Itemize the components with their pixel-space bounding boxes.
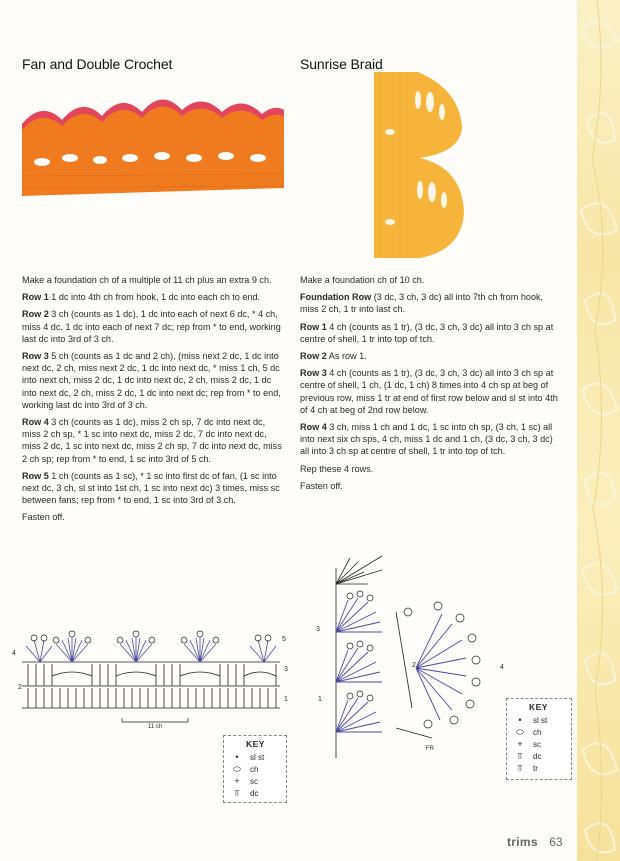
sunrise-fasten: Fasten off.	[300, 480, 343, 491]
section-name: trims	[507, 835, 538, 849]
key-label: sl st	[250, 752, 265, 762]
fan-instructions	[22, 274, 284, 529]
sl-st-symbol: •	[235, 752, 239, 762]
key-label: dc	[533, 751, 542, 761]
fan-intro: Make a foundation ch of a multiple of 11 ch plus an extra 9 ch.	[22, 275, 272, 285]
key-row-tr	[507, 762, 571, 774]
sunrise-instructions	[300, 274, 562, 497]
floral-border	[577, 0, 620, 861]
repeat-label: 11 ch	[148, 724, 163, 730]
key-label: sc	[533, 739, 541, 749]
key-row-dc	[507, 750, 571, 762]
key-row-sl-st	[224, 751, 286, 763]
row-number-3: 3	[284, 666, 288, 673]
key-row-sc	[507, 738, 571, 750]
fan-row-5: Row 5 1 ch (counts as 1 sc), * 1 sc into first dc of fan, (1 sc into next dc, 3 ch, sl st into 1st ch, 1 sc into next dc) 3 times, miss sc between fans; rep from * to end, 1 sc into 3rd of 3 ch.	[22, 470, 280, 506]
key-title: KEY	[529, 702, 548, 712]
row-number-5: 5	[282, 636, 286, 643]
dc-symbol: ⫪	[517, 750, 523, 761]
key-title: KEY	[246, 739, 265, 749]
sunrise-stitch-diagram	[312, 548, 512, 766]
fan-key	[223, 735, 287, 803]
key-label: dc	[250, 788, 259, 798]
row-number-1: 1	[318, 696, 322, 703]
row-number-4: 4	[12, 650, 16, 657]
row-number-3: 3	[316, 626, 320, 633]
row-number-2: 2	[18, 684, 22, 691]
row-number-2: 2	[412, 662, 416, 669]
key-label: ch	[533, 727, 542, 737]
fan-row-1: Row 1 1 dc into 4th ch from hook, 1 dc into each ch to end.	[22, 292, 261, 303]
foundation-label: FR	[426, 746, 434, 752]
key-label: tr	[533, 763, 538, 773]
sc-symbol: +	[517, 739, 523, 749]
fan-row-3: Row 3 5 ch (counts as 1 dc and 2 ch), (miss next 2 dc, 1 dc into next dc, 2 ch, miss next 2 dc, 1 dc into next dc, * miss 1 ch, 5 dc into next ch, miss 2 dc, 1 dc into next dc, 2 ch, miss 2 dc, 1 dc into next dc, 2 ch, miss 2 dc, 1 dc into next dc; rep from * to end, working last dc into 3rd of 3 ch.	[22, 351, 281, 410]
key-row-sl-st	[507, 714, 571, 726]
sc-symbol: +	[234, 776, 240, 786]
tr-symbol: ⫪	[517, 762, 523, 773]
sunrise-foundation-row: Foundation Row (3 dc, 3 ch, 3 dc) all into 7th ch from hook, miss 2 ch, 1 tr into last ch.	[300, 292, 544, 315]
key-row-sc	[224, 775, 286, 787]
fan-edging-photo	[22, 84, 284, 220]
page-number: 63	[549, 835, 563, 849]
fan-fasten: Fasten off.	[22, 512, 65, 523]
fan-stitch-diagram	[12, 620, 297, 740]
key-label: ch	[250, 764, 259, 774]
key-label: sc	[250, 776, 258, 786]
pattern-title-fan: Fan and Double Crochet	[22, 56, 173, 72]
key-label: sl st	[533, 715, 548, 725]
ch-symbol: ⬭	[233, 763, 241, 774]
key-row-ch	[507, 726, 571, 738]
row-number-4: 4	[500, 664, 504, 671]
sunrise-row-2: Row 2 As row 1.	[300, 351, 367, 362]
sunrise-intro: Make a foundation ch of 10 ch.	[300, 275, 425, 285]
sunrise-braid-photo	[368, 72, 468, 258]
row-number-1: 1	[284, 696, 288, 703]
sunrise-row-4: Row 4 3 ch, miss 1 ch and 1 dc, 1 sc into ch sp, (3 ch, 1 sc) all into next six ch sps, 4 ch, miss 1 dc and 1 ch, (3 dc, 3 ch, 3 dc) all into 3 ch sp at centre of shell, 1 tr into top of tch.	[300, 422, 553, 457]
pattern-title-sunrise: Sunrise Braid	[300, 56, 383, 72]
sunrise-repeat: Rep these 4 rows.	[300, 463, 374, 474]
dc-symbol: ⫪	[234, 787, 240, 798]
ch-symbol: ⬭	[516, 726, 524, 737]
sl-st-symbol: •	[518, 715, 522, 725]
sunrise-key	[506, 698, 572, 780]
page-footer	[507, 835, 563, 849]
key-row-dc	[224, 787, 286, 799]
key-row-ch	[224, 763, 286, 775]
sunrise-row-1: Row 1 4 ch (counts as 1 tr), (3 dc, 3 ch, 3 dc) all into 3 ch sp at centre of shell, 1 tr into top of tch.	[300, 321, 554, 344]
fan-row-2: Row 2 3 ch (counts as 1 dc), 1 dc into each of next 6 dc, * 4 ch, miss 4 dc, 1 dc into each of next 7 dc; rep from * to end, working last dc into 3rd of 3 ch.	[22, 309, 281, 344]
sunrise-row-3: Row 3 4 ch (counts as 1 tr), (3 dc, 3 ch, 3 dc) all into 3 ch sp at centre of shell, 1 ch, (1 dc, 1 ch) 8 times into 4 ch sp at beg of previous row, miss 1 tr at end of first row below and sl st into 4th of 4 ch at beg of 2nd row below.	[300, 368, 558, 415]
fan-row-4: Row 4 3 ch (counts as 1 dc), miss 2 ch sp, 7 dc into next dc, miss 2 ch sp, * 1 sc into next dc, miss 2 dc, 7 dc into next dc, miss 2 dc, 1 sc into next dc, miss 2 ch sp, 7 dc into next dc, miss 2 ch sp; rep from * to end, 1 sc into 3rd of 5 ch.	[22, 417, 282, 464]
